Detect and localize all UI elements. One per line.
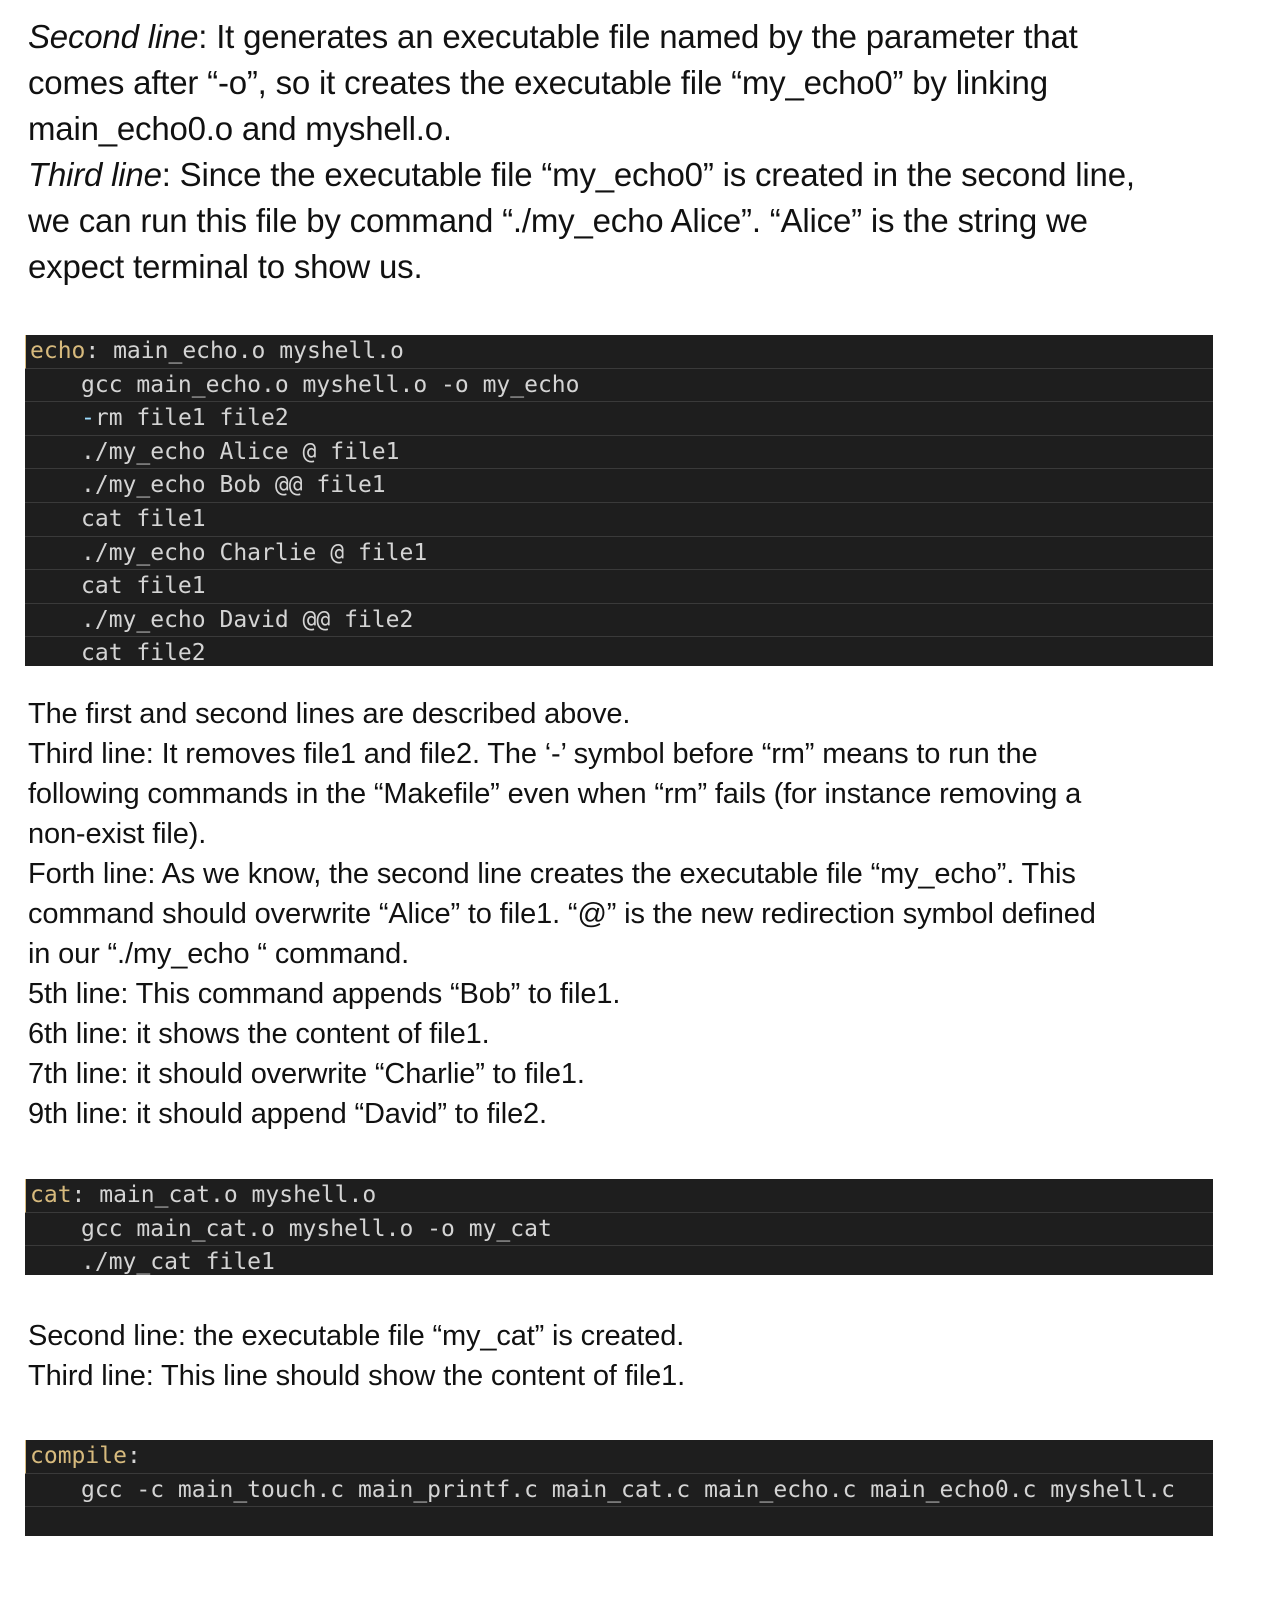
- make-deps: : main_cat.o myshell.o: [71, 1182, 377, 1208]
- make-deps: :: [126, 1443, 141, 1469]
- code-line: ./my_echo David @@ file2: [25, 604, 1213, 638]
- make-target: compile: [30, 1443, 127, 1469]
- note-line: command should overwrite “Alice” to file1. “@” is the new redirection symbol defined: [28, 898, 1096, 930]
- note-line: Forth line: As we know, the second line creates the executable file “my_echo”. This: [28, 858, 1076, 890]
- code-line: gcc main_echo.o myshell.o -o my_echo: [25, 369, 1213, 403]
- code-line: ./my_echo Bob @@ file1: [25, 469, 1213, 503]
- second-line-text: : It generates an executable file named by the parameter that: [198, 18, 1078, 55]
- intro-line: [28, 152, 1228, 198]
- code-line: ./my_cat file1: [81, 1249, 275, 1276]
- code-line-rm: [25, 402, 1213, 436]
- make-deps: : main_echo.o myshell.o: [85, 338, 404, 364]
- code-line-compile-target: [25, 1440, 1213, 1474]
- code-line-echo-target: [25, 335, 1213, 369]
- intro-line: comes after “-o”, so it creates the executable file “my_echo0” by linking: [28, 64, 1048, 101]
- intro-line: expect terminal to show us.: [28, 248, 423, 285]
- note-line: Third line: This line should show the content of file1.: [28, 1360, 685, 1392]
- intro-line: [28, 14, 1228, 60]
- code-line: gcc -c main_touch.c main_printf.c main_cat.c main_echo.c main_echo0.c myshell.c: [25, 1474, 1213, 1508]
- make-target: cat: [30, 1182, 72, 1208]
- make-target: echo: [30, 338, 86, 364]
- note-line: non-exist file).: [28, 818, 207, 850]
- code-line-empty: [25, 1507, 1213, 1535]
- compile-rule-code-block: [25, 1440, 1213, 1536]
- code-line: ./my_echo Alice @ file1: [25, 436, 1213, 470]
- echo-rule-code-block: [25, 335, 1213, 666]
- intro-line: main_echo0.o and myshell.o.: [28, 110, 452, 147]
- code-line: cat file1: [25, 503, 1213, 537]
- note-line: 7th line: it should overwrite “Charlie” to file1.: [28, 1058, 585, 1090]
- note-line: Third line: It removes file1 and file2. The ‘-’ symbol before “rm” means to run the: [28, 738, 1038, 770]
- code-line: gcc main_cat.o myshell.o -o my_cat: [25, 1213, 1213, 1247]
- note-line: 6th line: it shows the content of file1.: [28, 1018, 490, 1050]
- cat-notes-paragraph: [28, 1316, 1228, 1396]
- intro-paragraph: [28, 14, 1228, 290]
- note-line: in our “./my_echo “ command.: [28, 938, 409, 970]
- code-line: ./my_echo Charlie @ file1: [25, 537, 1213, 571]
- rm-command: rm file1 file2: [94, 405, 289, 432]
- note-line: 5th line: This command appends “Bob” to file1.: [28, 978, 621, 1010]
- third-line-text: : Since the executable file “my_echo0” is created in the second line,: [161, 156, 1135, 193]
- echo-notes-paragraph: [28, 694, 1228, 1134]
- code-line: cat file2: [81, 640, 206, 667]
- note-line: The first and second lines are described above.: [28, 698, 631, 730]
- note-line: following commands in the “Makefile” even when “rm” fails (for instance removing a: [28, 778, 1082, 810]
- ignore-error-dash: -: [81, 405, 95, 432]
- note-line: Second line: the executable file “my_cat” is created.: [28, 1320, 685, 1352]
- code-line-cat-target: [25, 1179, 1213, 1213]
- note-line: 9th line: it should append “David” to file2.: [28, 1098, 547, 1130]
- intro-line: we can run this file by command “./my_echo Alice”. “Alice” is the string we: [28, 202, 1088, 239]
- cat-rule-code-block: [25, 1179, 1213, 1275]
- code-line: cat file1: [25, 570, 1213, 604]
- second-line-label: Second line: [28, 18, 199, 55]
- third-line-label: Third line: [28, 156, 162, 193]
